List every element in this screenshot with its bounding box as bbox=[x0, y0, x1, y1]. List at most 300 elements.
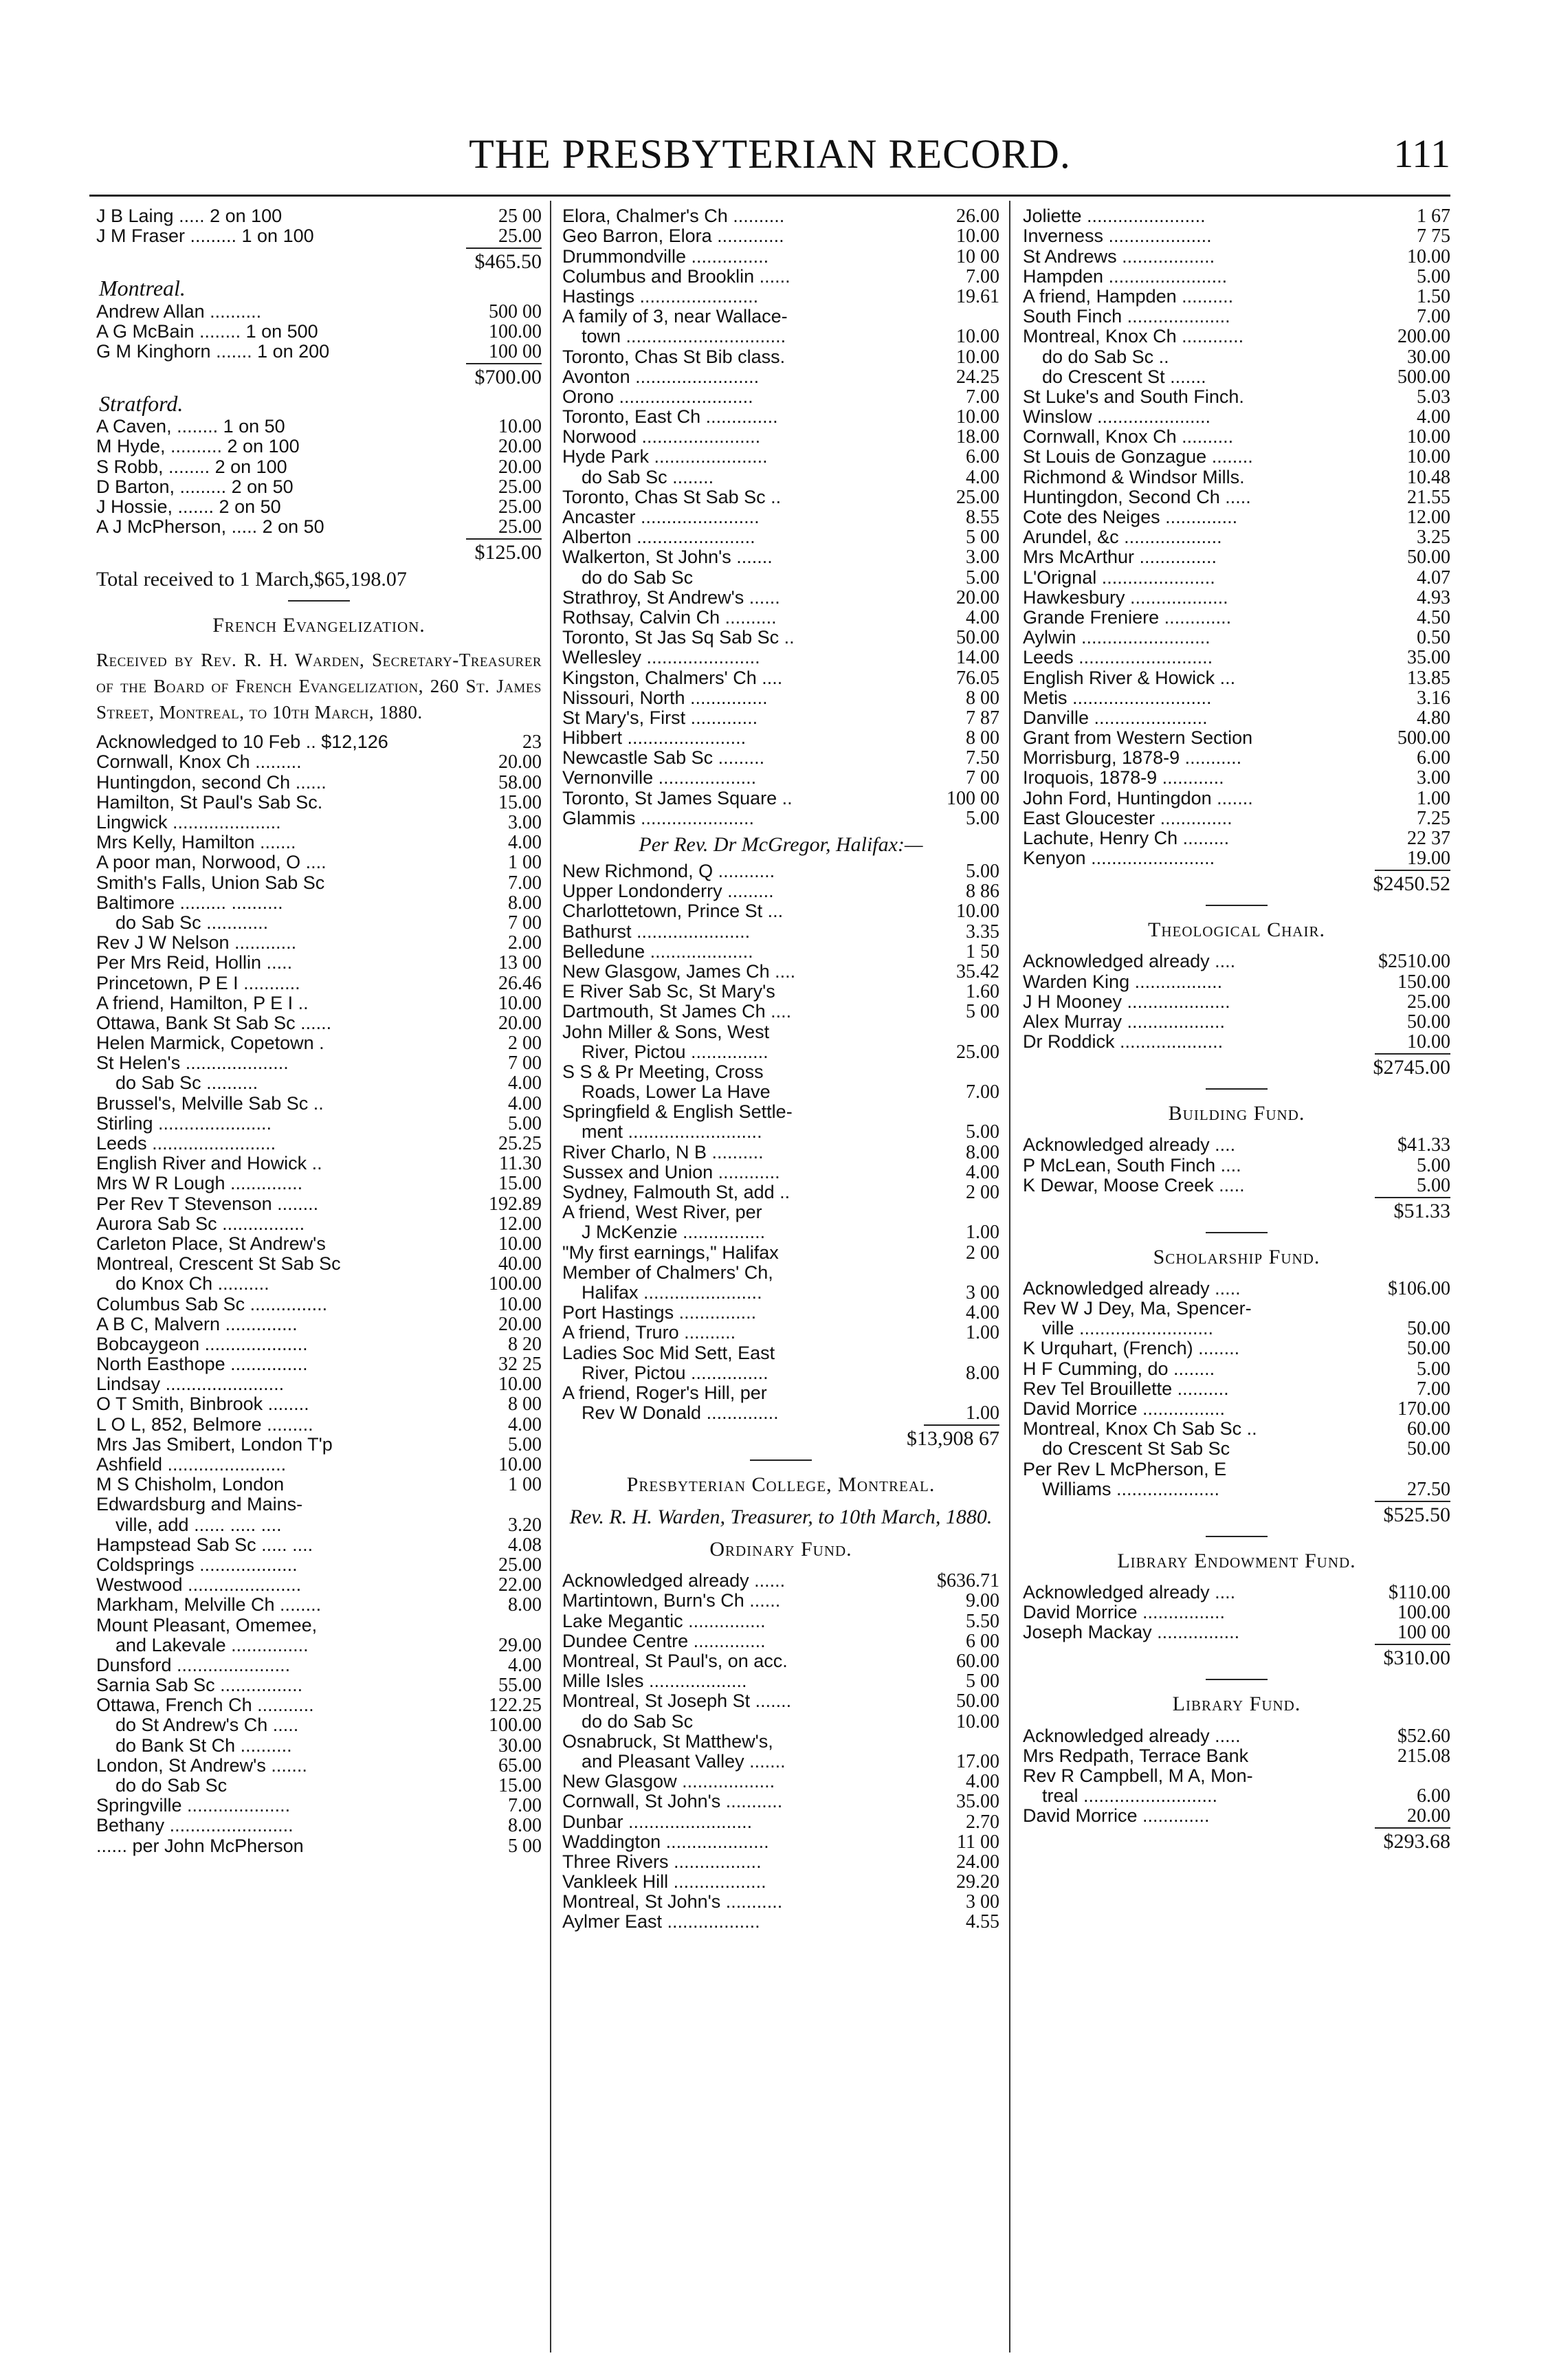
list-block bbox=[96, 301, 542, 362]
list-item bbox=[562, 688, 999, 708]
entry-amount: $636.71 bbox=[937, 1570, 999, 1592]
entry-label: Toronto, East Ch .............. bbox=[562, 407, 778, 428]
sum-rule bbox=[1375, 1501, 1450, 1502]
entry-label: Strathroy, St Andrew's ...... bbox=[562, 587, 780, 608]
entry-amount: 5.00 bbox=[1417, 1358, 1450, 1380]
entry-amount: 8.00 bbox=[966, 1362, 999, 1384]
entry-amount: 4.00 bbox=[508, 1413, 542, 1435]
entry-label: S S & Pr Meeting, Cross bbox=[562, 1061, 764, 1082]
list-item bbox=[1023, 848, 1450, 868]
total-value: $13,908 67 bbox=[907, 1427, 999, 1451]
entry-amount: 1.00 bbox=[966, 1402, 999, 1424]
list-item bbox=[562, 628, 999, 648]
list-item bbox=[1023, 1806, 1450, 1826]
entry-amount: 12.00 bbox=[1407, 507, 1450, 528]
list-item bbox=[562, 1571, 999, 1591]
entry-amount: 14.00 bbox=[956, 647, 999, 669]
entry-amount: 25.00 bbox=[498, 516, 542, 538]
entry-label: Dr Roddick .................... bbox=[1023, 1032, 1224, 1053]
entry-amount: 4.00 bbox=[966, 1302, 999, 1324]
subtotal-value: $293.68 bbox=[1383, 1830, 1450, 1853]
list-item bbox=[96, 913, 542, 933]
section-heading: Montreal. bbox=[99, 276, 186, 301]
sum-rule bbox=[466, 363, 542, 364]
list-item bbox=[562, 728, 999, 748]
list-item bbox=[562, 1892, 999, 1912]
entry-amount: 25 00 bbox=[498, 206, 542, 228]
entry-label: Helen Marmick, Copetown . bbox=[96, 1033, 324, 1054]
entry-amount: 2.70 bbox=[966, 1811, 999, 1833]
entry-label: J Hossie, ....... 2 on 50 bbox=[96, 496, 281, 517]
entry-label: do do Sab Sc bbox=[115, 1776, 228, 1796]
entry-label: Carleton Place, St Andrew's bbox=[96, 1233, 326, 1254]
list-item bbox=[562, 1651, 999, 1671]
entry-label: Alex Murray ................... bbox=[1023, 1011, 1226, 1032]
entry-amount: 4.80 bbox=[1417, 707, 1450, 729]
list-item bbox=[562, 1711, 999, 1731]
entry-label: Rev Tel Brouillette .......... bbox=[1023, 1378, 1229, 1399]
entry-label: Member of Chalmers' Ch, bbox=[562, 1262, 773, 1283]
entry-label: Huntingdon, second Ch ...... bbox=[96, 772, 327, 793]
entry-amount: 20.00 bbox=[1407, 1805, 1450, 1827]
list-item bbox=[562, 346, 999, 366]
entry-amount: 10.00 bbox=[1407, 446, 1450, 468]
entry-amount: 8 00 bbox=[966, 687, 999, 709]
entry-amount: 26.00 bbox=[956, 206, 999, 228]
entry-label: Toronto, Chas St Bib class. bbox=[562, 346, 786, 367]
entry-label: Lindsay ....................... bbox=[96, 1374, 285, 1395]
entry-label: St Louis de Gonzague ........ bbox=[1023, 447, 1253, 467]
list-item bbox=[1023, 828, 1450, 848]
list-item bbox=[96, 973, 542, 993]
column-middle bbox=[562, 206, 999, 2353]
section-intro: Received by Rev. R. H. Warden, Secretary-Treasurer of the Board of French Evangelization, 260 St. James Street, Montreal, to 10th March, 1880. bbox=[96, 650, 542, 723]
list-item bbox=[96, 1435, 542, 1455]
entry-amount: 192.89 bbox=[489, 1193, 542, 1215]
entry-amount: 5 00 bbox=[966, 527, 999, 549]
list-item bbox=[1023, 527, 1450, 547]
entry-amount: 10.00 bbox=[956, 406, 999, 428]
entry-amount: 8 20 bbox=[508, 1333, 542, 1355]
entry-label: Sydney, Falmouth St, add .. bbox=[562, 1182, 790, 1202]
entry-amount: 17.00 bbox=[956, 1750, 999, 1772]
page-header bbox=[89, 131, 1450, 179]
entry-label: Columbus Sab Sc ............... bbox=[96, 1294, 328, 1314]
list-item bbox=[96, 1595, 542, 1615]
entry-label: and Pleasant Valley ....... bbox=[582, 1751, 786, 1772]
entry-amount: 50.00 bbox=[1407, 1318, 1450, 1340]
entry-amount: 19.61 bbox=[956, 285, 999, 307]
entry-label: Bobcaygeon .................... bbox=[96, 1334, 308, 1354]
entry-amount: 40.00 bbox=[498, 1253, 542, 1275]
list-item bbox=[1023, 1786, 1450, 1806]
entry-amount: 11.30 bbox=[499, 1153, 542, 1175]
list-block bbox=[96, 732, 542, 1856]
subtotal-value: $125.00 bbox=[474, 541, 542, 564]
entry-label: David Morrice ................ bbox=[1023, 1399, 1226, 1419]
list-item bbox=[1023, 487, 1450, 507]
list-item bbox=[562, 668, 999, 687]
list-item bbox=[96, 1093, 542, 1113]
entry-amount: 60.00 bbox=[956, 1651, 999, 1672]
list-item bbox=[562, 387, 999, 407]
list-item bbox=[96, 517, 542, 537]
entry-amount: 58.00 bbox=[498, 771, 542, 793]
entry-amount: 50.00 bbox=[956, 1690, 999, 1712]
entry-label: Montreal, St John's ........... bbox=[562, 1892, 783, 1913]
entry-amount: 1.60 bbox=[966, 981, 999, 1003]
list-item bbox=[562, 1363, 999, 1383]
entry-label: J M Fraser ......... 1 on 100 bbox=[96, 226, 314, 247]
entry-label: North Easthope ............... bbox=[96, 1354, 308, 1375]
entry-amount: 20.00 bbox=[498, 1313, 542, 1335]
list-item bbox=[562, 1752, 999, 1772]
entry-label: Kenyon ........................ bbox=[1023, 848, 1215, 869]
entry-label: Cote des Neiges .............. bbox=[1023, 507, 1238, 527]
entry-label: Acknowledged to 10 Feb .. $12,126 bbox=[96, 732, 388, 753]
entry-label: Hibbert ....................... bbox=[562, 728, 747, 749]
entry-amount: 7.00 bbox=[508, 1795, 542, 1817]
list-item bbox=[562, 921, 999, 941]
list-item bbox=[562, 1591, 999, 1611]
list-item bbox=[96, 993, 542, 1013]
section-heading: Building Fund. bbox=[1168, 1102, 1305, 1125]
entry-label: Dartmouth, St James Ch .... bbox=[562, 1002, 792, 1022]
list-item bbox=[562, 1022, 999, 1042]
entry-amount: 1.00 bbox=[966, 1222, 999, 1244]
list-item bbox=[1023, 728, 1450, 748]
entry-amount: 6.00 bbox=[966, 446, 999, 468]
list-item bbox=[1023, 447, 1450, 467]
entry-label: Hampden ....................... bbox=[1023, 266, 1228, 287]
entry-label: Elora, Chalmer's Ch .......... bbox=[562, 206, 785, 227]
sum-rule bbox=[1375, 1053, 1450, 1055]
entry-amount: 5.03 bbox=[1417, 386, 1450, 408]
subtotal bbox=[96, 542, 542, 562]
entry-label: L'Orignal ...................... bbox=[1023, 567, 1215, 588]
entry-label: New Glasgow .................. bbox=[562, 1772, 775, 1792]
entry-label: Waddington .................... bbox=[562, 1831, 769, 1852]
entry-amount: 7.00 bbox=[1417, 306, 1450, 328]
list-item bbox=[562, 881, 999, 901]
entry-amount: 15.00 bbox=[498, 1173, 542, 1195]
entry-amount: 7 87 bbox=[966, 707, 999, 729]
entry-label: Grande Freniere ............. bbox=[1023, 607, 1232, 628]
list-item bbox=[562, 1122, 999, 1142]
entry-amount: 3.35 bbox=[966, 921, 999, 943]
entry-amount: 8 86 bbox=[966, 881, 999, 903]
entry-label: Dunbar ........................ bbox=[562, 1811, 753, 1832]
list-item bbox=[96, 1134, 542, 1154]
list-item bbox=[1023, 1299, 1450, 1319]
entry-amount: 55.00 bbox=[498, 1675, 542, 1697]
entry-amount: 1.50 bbox=[1417, 285, 1450, 307]
sum-rule bbox=[1375, 870, 1450, 871]
entry-label: Rev W Donald .............. bbox=[582, 1403, 779, 1424]
entry-label: River Charlo, N B .......... bbox=[562, 1142, 764, 1163]
entry-amount: $2510.00 bbox=[1378, 951, 1450, 973]
subtotal bbox=[1023, 1505, 1450, 1525]
entry-label: Rev R Campbell, M A, Mon- bbox=[1023, 1765, 1253, 1786]
list-item bbox=[1023, 588, 1450, 608]
list-item bbox=[96, 1535, 542, 1555]
entry-amount: 35.42 bbox=[956, 960, 999, 982]
entry-label: Bethany ........................ bbox=[96, 1816, 294, 1836]
entry-amount: 500.00 bbox=[1397, 366, 1450, 388]
entry-label: Per Mrs Reid, Hollin ..... bbox=[96, 953, 293, 973]
list-item bbox=[562, 962, 999, 982]
list-item bbox=[96, 1555, 542, 1575]
entry-label: Lingwick ..................... bbox=[96, 813, 281, 833]
entry-label: Acknowledged already ..... bbox=[1023, 1278, 1241, 1299]
list-item bbox=[96, 1234, 542, 1254]
entry-label: and Lakevale ............... bbox=[115, 1635, 309, 1655]
entry-amount: 4.00 bbox=[508, 832, 542, 854]
list-item bbox=[562, 1383, 999, 1403]
entry-amount: 4.50 bbox=[1417, 606, 1450, 628]
subtotal bbox=[1023, 1057, 1450, 1077]
subtotal-value: $2450.52 bbox=[1373, 872, 1450, 896]
entry-label: Springfield & English Settle- bbox=[562, 1102, 793, 1123]
list-item bbox=[96, 893, 542, 913]
entry-label: Joseph Mackay ................ bbox=[1023, 1622, 1240, 1643]
list-item bbox=[1023, 1726, 1450, 1745]
list-item bbox=[562, 1832, 999, 1852]
entry-label: Lachute, Henry Ch ......... bbox=[1023, 828, 1230, 848]
entry-amount: 3.25 bbox=[1417, 527, 1450, 549]
list-item bbox=[1023, 1338, 1450, 1358]
entry-label: New Richmond, Q ........... bbox=[562, 861, 775, 881]
entry-amount: $110.00 bbox=[1389, 1581, 1450, 1603]
subtotal-value: $2745.00 bbox=[1373, 1056, 1450, 1079]
entry-label: Leeds .......................... bbox=[1023, 648, 1213, 668]
entry-label: Roads, Lower La Have bbox=[582, 1082, 771, 1103]
entry-label: David Morrice ............. bbox=[1023, 1806, 1210, 1827]
entry-amount: 4.07 bbox=[1417, 566, 1450, 588]
list-item bbox=[96, 1816, 542, 1836]
list-item bbox=[96, 1274, 542, 1294]
entry-amount: 25.00 bbox=[498, 496, 542, 518]
list-item bbox=[96, 1354, 542, 1374]
entry-label: Joliette ....................... bbox=[1023, 206, 1206, 227]
list-item bbox=[562, 1631, 999, 1651]
entry-amount: 35.00 bbox=[956, 1791, 999, 1813]
entry-amount: 6.00 bbox=[1417, 1785, 1450, 1807]
entry-amount: 2 00 bbox=[966, 1182, 999, 1203]
entry-amount: 20.00 bbox=[498, 751, 542, 773]
section-heading: Stratford. bbox=[99, 390, 184, 416]
list-item bbox=[1023, 246, 1450, 266]
list-item bbox=[1023, 1439, 1450, 1459]
entry-amount: 5 00 bbox=[966, 1671, 999, 1693]
entry-amount: 10.00 bbox=[498, 1454, 542, 1475]
entry-label: Montreal, Knox Ch ............ bbox=[1023, 327, 1244, 347]
entry-amount: 3.00 bbox=[1417, 767, 1450, 789]
list-item bbox=[96, 1154, 542, 1174]
entry-label: A friend, Hamilton, P E I .. bbox=[96, 993, 309, 1013]
list-block bbox=[1023, 1583, 1450, 1643]
entry-amount: 22 37 bbox=[1407, 828, 1450, 849]
grand-total bbox=[562, 1427, 999, 1451]
list-item bbox=[562, 708, 999, 728]
entry-amount: 60.00 bbox=[1407, 1418, 1450, 1440]
entry-label: A friend, Hampden .......... bbox=[1023, 286, 1234, 307]
entry-label: do do Sab Sc bbox=[582, 567, 694, 588]
list-item bbox=[96, 1776, 542, 1796]
entry-label: Toronto, St James Square .. bbox=[562, 788, 793, 808]
divider bbox=[288, 600, 350, 602]
list-item bbox=[1023, 507, 1450, 527]
entry-label: do Crescent St Sab Sc bbox=[1042, 1439, 1230, 1459]
list-item bbox=[1023, 1459, 1450, 1479]
list-item bbox=[96, 1615, 542, 1635]
list-item bbox=[96, 1214, 542, 1234]
entry-amount: 170.00 bbox=[1397, 1398, 1450, 1420]
list-item bbox=[562, 1323, 999, 1343]
entry-label: Martintown, Burn's Ch ...... bbox=[562, 1591, 781, 1611]
entry-amount: 18.00 bbox=[956, 426, 999, 448]
subtotal bbox=[1023, 1831, 1450, 1851]
list-item bbox=[96, 1314, 542, 1334]
entry-label: St Andrews .................. bbox=[1023, 246, 1215, 267]
list-item bbox=[562, 982, 999, 1002]
list-item bbox=[1023, 1135, 1450, 1155]
entry-label: Upper Londonderry ......... bbox=[562, 881, 774, 902]
list-item bbox=[96, 1836, 542, 1855]
list-item bbox=[96, 1575, 542, 1595]
list-item bbox=[1023, 1012, 1450, 1032]
list-item bbox=[1023, 467, 1450, 487]
list-item bbox=[96, 1715, 542, 1735]
entry-amount: 65.00 bbox=[498, 1754, 542, 1776]
list-block bbox=[1023, 951, 1450, 1052]
entry-amount: 100.00 bbox=[489, 1273, 542, 1295]
entry-amount: 27.50 bbox=[1407, 1478, 1450, 1500]
divider bbox=[1206, 905, 1268, 906]
list-item bbox=[1023, 367, 1450, 387]
list-item bbox=[562, 1343, 999, 1363]
entry-amount: 4.00 bbox=[508, 1092, 542, 1114]
section-heading: Theological Chair. bbox=[1148, 918, 1325, 942]
list-block bbox=[562, 206, 999, 828]
list-item bbox=[96, 1414, 542, 1434]
list-item bbox=[562, 246, 999, 266]
list-block bbox=[1023, 1726, 1450, 1826]
entry-amount: 29.20 bbox=[956, 1871, 999, 1893]
entry-amount: 4.00 bbox=[966, 606, 999, 628]
entry-amount: 7.00 bbox=[1417, 1378, 1450, 1400]
entry-amount: 26.46 bbox=[498, 972, 542, 994]
entry-label: St Mary's, First ............. bbox=[562, 707, 758, 728]
entry-label: do Knox Ch .......... bbox=[115, 1274, 269, 1294]
entry-amount: 1 00 bbox=[508, 1474, 542, 1496]
entry-amount: 50.00 bbox=[1407, 1011, 1450, 1033]
entry-amount: 8.00 bbox=[966, 1141, 999, 1163]
entry-amount: 13 00 bbox=[498, 952, 542, 974]
entry-label: St Helen's .................... bbox=[96, 1053, 289, 1074]
list-item bbox=[562, 788, 999, 808]
list-item bbox=[96, 226, 542, 246]
list-item bbox=[96, 1254, 542, 1274]
divider bbox=[1206, 1088, 1268, 1090]
entry-amount: 10.48 bbox=[1407, 466, 1450, 488]
entry-label: South Finch .................... bbox=[1023, 307, 1230, 327]
list-item bbox=[96, 1655, 542, 1675]
entry-label: Vernonville ................... bbox=[562, 768, 757, 789]
list-item bbox=[1023, 808, 1450, 828]
subheading: Rev. R. H. Warden, Treasurer, to 10th March, 1880. bbox=[569, 1506, 993, 1529]
list-item bbox=[96, 1475, 542, 1495]
entry-label: L O L, 852, Belmore ......... bbox=[96, 1414, 313, 1435]
list-item bbox=[96, 1374, 542, 1394]
list-item bbox=[96, 1495, 542, 1514]
list-item bbox=[1023, 387, 1450, 407]
list-item bbox=[562, 1671, 999, 1691]
list-item bbox=[1023, 1319, 1450, 1338]
entry-label: Halifax ....................... bbox=[582, 1282, 762, 1303]
entry-label: treal .......................... bbox=[1042, 1786, 1218, 1807]
list-item bbox=[96, 813, 542, 833]
entry-label: Coldsprings ................... bbox=[96, 1554, 298, 1575]
entry-amount: 7 00 bbox=[508, 1053, 542, 1075]
entry-label: Inverness .................... bbox=[1023, 226, 1212, 247]
list-item bbox=[96, 1394, 542, 1414]
subtotal bbox=[1023, 1201, 1450, 1221]
entry-amount: 5.00 bbox=[1417, 1174, 1450, 1196]
entry-label: town ............................... bbox=[582, 327, 786, 347]
entry-label: Acknowledged already .... bbox=[1023, 1582, 1236, 1602]
entry-label: Arundel, &c ................... bbox=[1023, 527, 1222, 548]
entry-label: Stirling ...................... bbox=[96, 1113, 272, 1134]
entry-label: Orono .......................... bbox=[562, 386, 753, 407]
list-item bbox=[562, 1772, 999, 1792]
entry-amount: 20.00 bbox=[956, 586, 999, 608]
entry-label: New Glasgow, James Ch .... bbox=[562, 961, 796, 982]
entry-label: John Ford, Huntingdon ....... bbox=[1023, 788, 1253, 808]
list-item bbox=[1023, 971, 1450, 991]
list-item bbox=[96, 206, 542, 226]
entry-label: do do Sab Sc bbox=[582, 1711, 694, 1732]
list-block bbox=[1023, 1135, 1450, 1195]
entry-amount: 35.00 bbox=[1407, 647, 1450, 669]
list-item bbox=[96, 852, 542, 872]
entry-amount: 500.00 bbox=[1397, 727, 1450, 749]
list-item bbox=[96, 1756, 542, 1776]
list-item bbox=[562, 1303, 999, 1323]
divider bbox=[1206, 1679, 1268, 1680]
divider bbox=[1206, 1232, 1268, 1233]
sum-rule bbox=[1375, 1827, 1450, 1829]
entry-amount: 10.00 bbox=[498, 1293, 542, 1315]
entry-label: Dunsford ...................... bbox=[96, 1655, 291, 1675]
list-item bbox=[562, 527, 999, 547]
list-item bbox=[1023, 267, 1450, 287]
entry-label: Toronto, Chas St Sab Sc .. bbox=[562, 487, 782, 507]
entry-label: A family of 3, near Wallace- bbox=[562, 307, 788, 327]
entry-amount: 215.08 bbox=[1397, 1745, 1450, 1767]
entry-amount: 2 00 bbox=[508, 1033, 542, 1055]
entry-amount: 8.00 bbox=[508, 1815, 542, 1837]
entry-amount: 1.00 bbox=[966, 1322, 999, 1344]
entry-label: A Caven, ........ 1 on 50 bbox=[96, 417, 285, 437]
entry-label: K Urquhart, (French) ........ bbox=[1023, 1338, 1240, 1359]
entry-label: Hamilton, St Paul's Sab Sc. bbox=[96, 792, 323, 813]
entry-label: Sarnia Sab Sc ................ bbox=[96, 1675, 303, 1696]
entry-label: Acknowledged already ..... bbox=[1023, 1726, 1241, 1746]
list-item bbox=[1023, 668, 1450, 687]
list-item bbox=[1023, 346, 1450, 366]
list-item bbox=[96, 322, 542, 342]
